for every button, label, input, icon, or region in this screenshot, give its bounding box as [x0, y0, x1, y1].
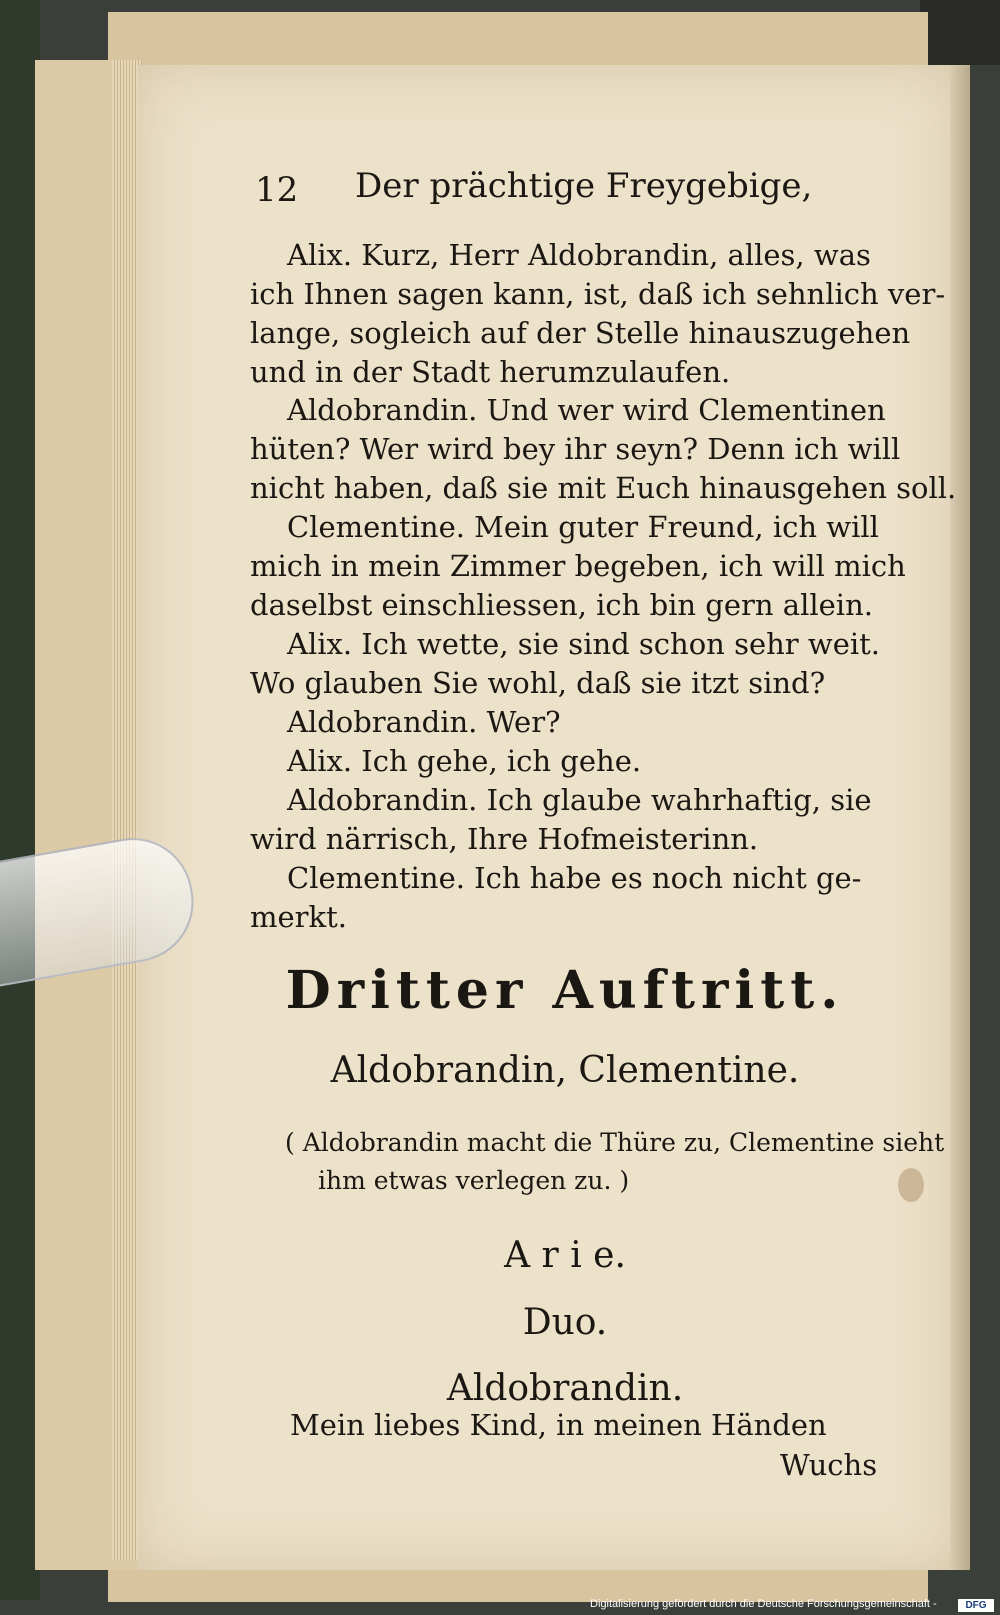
- verse-line: Mein liebes Kind, in meinen Händen: [290, 1408, 827, 1442]
- text-line: Aldobrandin. Wer?: [287, 705, 561, 739]
- catchword: Wuchs: [780, 1448, 878, 1482]
- text-line: nicht haben, daß sie mit Euch hinausgehen soll.: [250, 471, 957, 505]
- stage-direction: ( Aldobrandin macht die Thüre zu, Clementine sieht: [285, 1128, 945, 1157]
- text-line: und in der Stadt herumzulaufen.: [250, 355, 731, 389]
- text-line: Clementine. Mein guter Freund, ich will: [287, 510, 879, 544]
- text-line: lange, sogleich auf der Stelle hinauszugehen: [250, 316, 911, 350]
- running-title: Der prächtige Freygebige,: [355, 166, 813, 206]
- digitization-credit: Digitalisierung gefördert durch die Deutsche Forschungsgemeinschaft -: [590, 1598, 937, 1610]
- page-right-edge: [950, 65, 970, 1570]
- dfg-logo: DFG: [958, 1599, 994, 1612]
- text-line: Alix. Ich gehe, ich gehe.: [287, 744, 642, 778]
- stage-direction: ihm etwas verlegen zu. ): [318, 1166, 630, 1195]
- scene-characters: Aldobrandin, Clementine.: [330, 1050, 800, 1091]
- text-line: hüten? Wer wird bey ihr seyn? Denn ich will: [250, 432, 901, 466]
- singer-name: Aldobrandin.: [446, 1368, 684, 1409]
- text-line: merkt.: [250, 900, 347, 934]
- text-line: Aldobrandin. Ich glaube wahrhaftig, sie: [287, 783, 872, 817]
- scanner-background-top-right: [920, 0, 1000, 65]
- scene-heading: Dritter Auftritt.: [285, 960, 845, 1021]
- text-line: Aldobrandin. Und wer wird Clementinen: [287, 393, 886, 427]
- page-number: 12: [255, 170, 299, 210]
- text-line: mich in mein Zimmer begeben, ich will mich: [250, 549, 906, 583]
- paper-stain: [898, 1168, 924, 1202]
- text-line: Clementine. Ich habe es noch nicht ge-: [287, 861, 862, 895]
- text-line: ich Ihnen sagen kann, ist, daß ich sehnlich ver-: [250, 277, 946, 311]
- duo-title: Duo.: [522, 1302, 608, 1343]
- text-line: daselbst einschliessen, ich bin gern allein.: [250, 588, 873, 622]
- text-line: wird närrisch, Ihre Hofmeisterinn.: [250, 822, 759, 856]
- scanner-background-left: [0, 0, 40, 1600]
- aria-title: A r i e.: [504, 1235, 626, 1276]
- text-line: Alix. Ich wette, sie sind schon sehr weit.: [287, 627, 881, 661]
- text-line: Wo glauben Sie wohl, daß sie itzt sind?: [250, 666, 826, 700]
- text-line: Alix. Kurz, Herr Aldobrandin, alles, was: [287, 238, 871, 272]
